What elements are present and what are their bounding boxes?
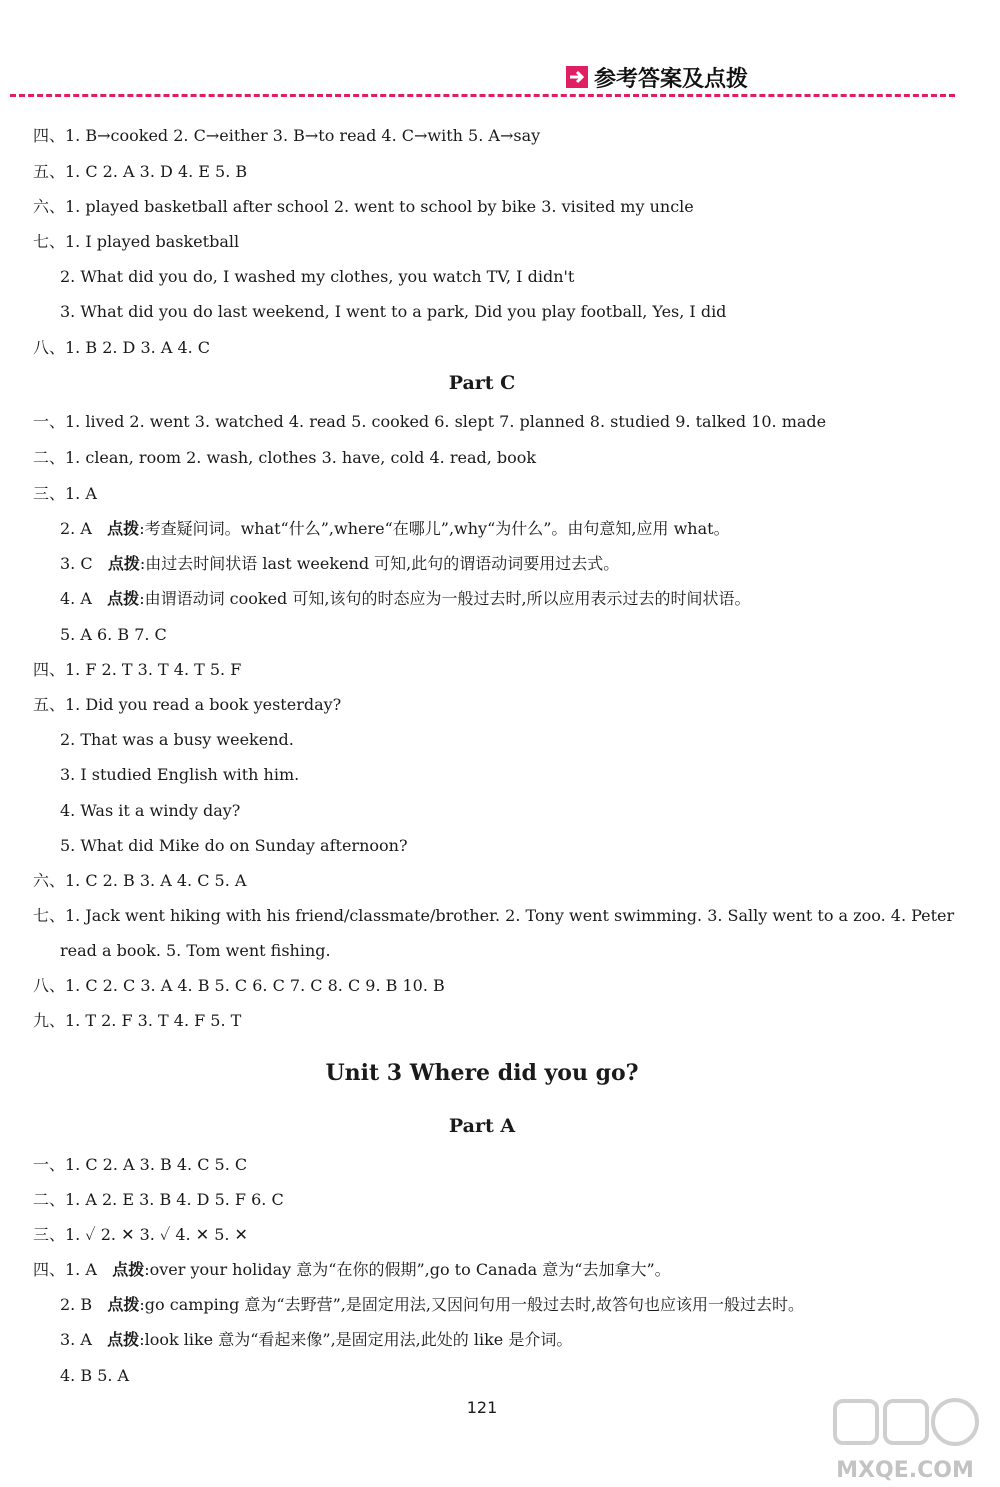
answer-key: 四、1. A <box>33 1260 97 1279</box>
answer-line <box>60 588 751 610</box>
answer-line <box>60 518 730 540</box>
answer-key: 3. C <box>60 554 93 573</box>
answer-line <box>60 1294 804 1316</box>
answer-line: 一、1. lived 2. went 3. watched 4. read 5. cooked 6. slept 7. planned 8. studied 9. talked 10. made <box>33 412 827 431</box>
header-title-group <box>566 62 748 92</box>
section-heading: Part A <box>448 1115 516 1137</box>
answer-line: 五、1. Did you read a book yesterday? <box>33 695 342 714</box>
answer-line: 4. Was it a windy day? <box>60 801 241 820</box>
tip-text: :over your holiday 意为“在你的假期”,go to Canada 意为“去加拿大”。 <box>144 1260 671 1279</box>
answer-line: 七、1. I played basketball <box>33 232 240 251</box>
answer-line: 八、1. B 2. D 3. A 4. C <box>33 338 211 357</box>
header-title: 参考答案及点拨 <box>594 66 749 92</box>
tip-label: 点拨 <box>112 1260 145 1279</box>
answer-line <box>60 553 619 575</box>
header-divider <box>10 94 955 97</box>
answer-line: 三、1. ✓ 2. ✕ 3. ✓ 4. ✕ 5. ✕ <box>33 1225 248 1244</box>
answer-line: read a book. 5. Tom went fishing. <box>60 941 331 960</box>
answer-line <box>60 1329 572 1351</box>
tip-text: :go camping 意为“去野营”,是固定用法,又因问句用一般过去时,故答句也应该用一般过去时。 <box>139 1295 805 1314</box>
unit-heading: Unit 3 Where did you go? <box>325 1060 639 1086</box>
answer-line <box>33 1259 671 1281</box>
answer-line: 5. What did Mike do on Sunday afternoon? <box>60 836 408 855</box>
answer-line: 2. What did you do, I washed my clothes, you watch TV, I didn't <box>60 267 575 286</box>
tip-text: :由谓语动词 cooked 可知,该句的时态应为一般过去时,所以应用表示过去的时间状语。 <box>139 589 751 608</box>
answer-line: 四、1. F 2. T 3. T 4. T 5. F <box>33 660 242 679</box>
answer-line: 5. A 6. B 7. C <box>60 625 167 644</box>
answer-key: 2. A <box>60 519 92 538</box>
answer-line: 五、1. C 2. A 3. D 4. E 5. B <box>33 162 248 181</box>
tip-text: :由过去时间状语 last weekend 可知,此句的谓语动词要用过去式。 <box>139 554 620 573</box>
answer-line: 3. I studied English with him. <box>60 765 300 784</box>
answer-line: 六、1. C 2. B 3. A 4. C 5. A <box>33 871 247 890</box>
answer-line: 八、1. C 2. C 3. A 4. B 5. C 6. C 7. C 8. C 9. B 10. B <box>33 976 445 995</box>
tip-label: 点拨 <box>107 1330 140 1349</box>
answer-key: 3. A <box>60 1330 92 1349</box>
answer-line: 3. What did you do last weekend, I went to a park, Did you play football, Yes, I did <box>60 302 727 321</box>
tip-text: :look like 意为“看起来像”,是固定用法,此处的 like 是介词。 <box>139 1330 573 1349</box>
tip-label: 点拨 <box>107 1295 140 1314</box>
answer-line: 二、1. clean, room 2. wash, clothes 3. have, cold 4. read, book <box>33 448 537 467</box>
answer-line: 三、1. A <box>33 484 97 503</box>
watermark-logo <box>815 1395 995 1485</box>
tip-text: :考查疑问词。what“什么”,where“在哪儿”,why“为什么”。由句意知,应用 what。 <box>139 519 730 538</box>
answer-key: 2. B <box>60 1295 93 1314</box>
page-number: 121 <box>466 1398 498 1417</box>
tip-label: 点拨 <box>107 519 140 538</box>
answer-line: 2. That was a busy weekend. <box>60 730 294 749</box>
watermark-text: MXQE.COM <box>836 1458 974 1483</box>
arrow-right-icon <box>566 66 588 88</box>
page-header <box>0 0 1000 100</box>
tip-label: 点拨 <box>107 554 140 573</box>
answer-line: 九、1. T 2. F 3. T 4. F 5. T <box>33 1011 242 1030</box>
tip-label: 点拨 <box>107 589 140 608</box>
answer-line: 一、1. C 2. A 3. B 4. C 5. C <box>33 1155 248 1174</box>
answer-line: 六、1. played basketball after school 2. went to school by bike 3. visited my uncle <box>33 197 694 216</box>
answer-line: 七、1. Jack went hiking with his friend/classmate/brother. 2. Tony went swimming. 3. Sally went to a zoo. 4. Peter <box>33 906 955 925</box>
section-heading: Part C <box>448 372 516 394</box>
answer-line: 二、1. A 2. E 3. B 4. D 5. F 6. C <box>33 1190 284 1209</box>
answer-line: 4. B 5. A <box>60 1366 130 1385</box>
answer-key: 4. A <box>60 589 92 608</box>
answer-line: 四、1. B→cooked 2. C→either 3. B→to read 4. C→with 5. A→say <box>33 126 541 145</box>
